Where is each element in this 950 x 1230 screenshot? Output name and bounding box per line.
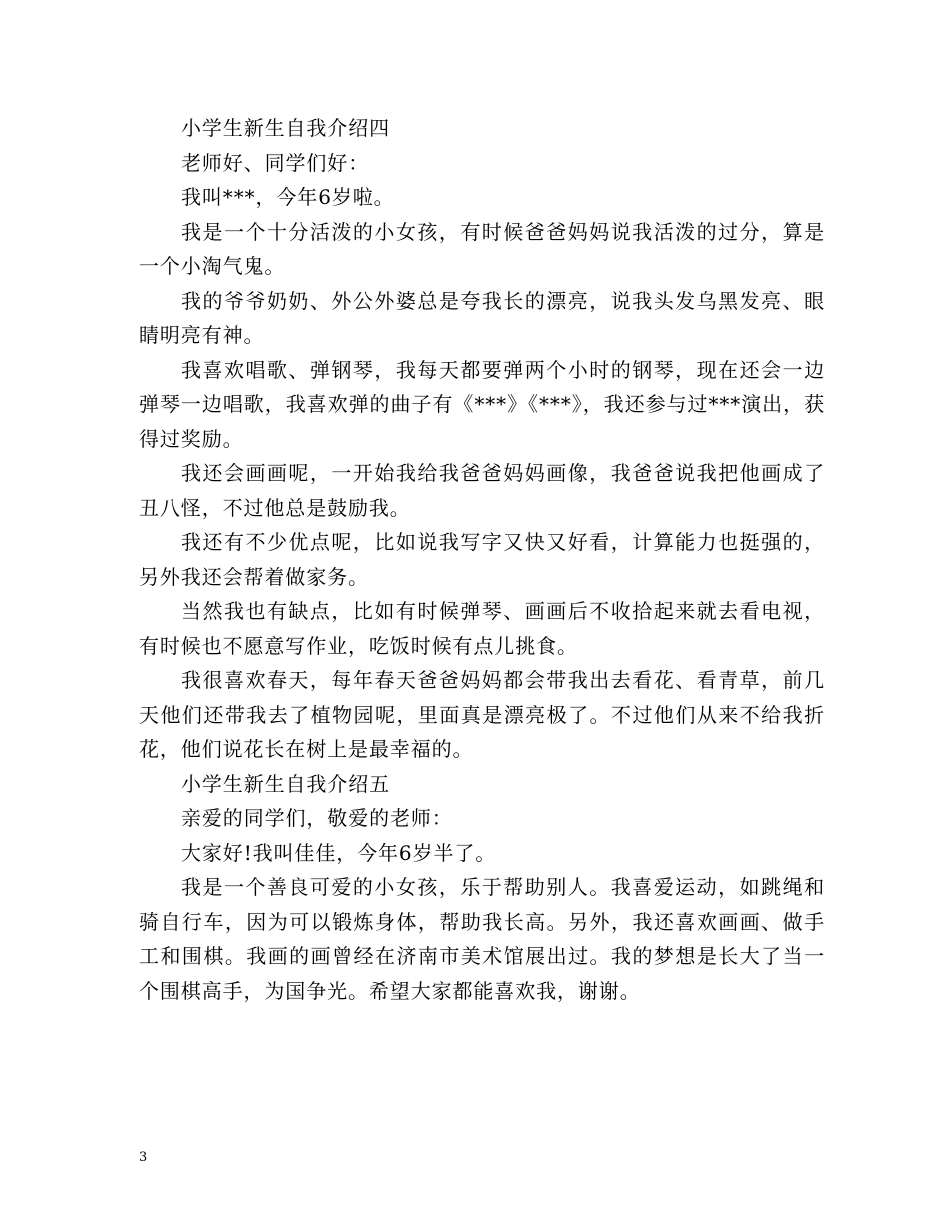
greeting-paragraph: 老师好、同学们好： [181,150,370,175]
body-paragraph: 我喜欢唱歌、弹钢琴，我每天都要弹两个小时的钢琴，现在还会一边弹琴一边唱歌，我喜欢弹的曲子有《***》《***》，我还参与过***演出，获得过奖励。 [139,357,825,451]
body-paragraph: 当然我也有缺点，比如有时候弹琴、画画后不收拾起来就去看电视，有时候也不愿意写作业，吃饭时候有点儿挑食。 [139,599,825,658]
greeting-paragraph: 亲爱的同学们，敬爱的老师： [181,806,453,830]
body-paragraph: 我还有不少优点呢，比如说我写字又快又好看，计算能力也挺强的，另外我还会帮着做家务。 [139,530,825,589]
body-paragraph: 我很喜欢春天，每年春天爸爸妈妈都会带我出去看花、看青草，前几天他们还带我去了植物园呢，里面真是漂亮极了。不过他们从来不给我折花，他们说花长在树上是最幸福的。 [139,668,825,761]
body-paragraph: 我是一个善良可爱的小女孩，乐于帮助别人。我喜爱运动，如跳绳和骑自行车，因为可以锻炼身体，帮助我长高。另外，我还喜欢画画、做手工和围棋。我画的画曾经在济南市美术馆展出过。我的梦想是长大了当一个围棋高手，为国争光。希望大家都能喜欢我，谢谢。 [139,875,825,1003]
body-paragraph: 我是一个十分活泼的小女孩，有时候爸爸妈妈说我活泼的过分，算是一个小淘气鬼。 [139,219,825,278]
body-paragraph: 大家好!我叫佳佳，今年6岁半了。 [181,840,497,865]
document-body [139,111,825,1008]
body-paragraph: 我叫***，今年6岁啦。 [181,185,395,209]
body-paragraph: 我还会画画呢，一开始我给我爸爸妈妈画像，我爸爸说我把他画成了丑八怪，不过他总是鼓励我。 [139,461,825,520]
section-heading-intro-4: 小学生新生自我介绍四 [181,116,390,140]
body-paragraph: 我的爷爷奶奶、外公外婆总是夸我长的漂亮，说我头发乌黑发亮、眼睛明亮有神。 [139,288,825,347]
page-number: 3 [139,1150,148,1165]
section-heading-intro-5: 小学生新生自我介绍五 [181,771,390,796]
